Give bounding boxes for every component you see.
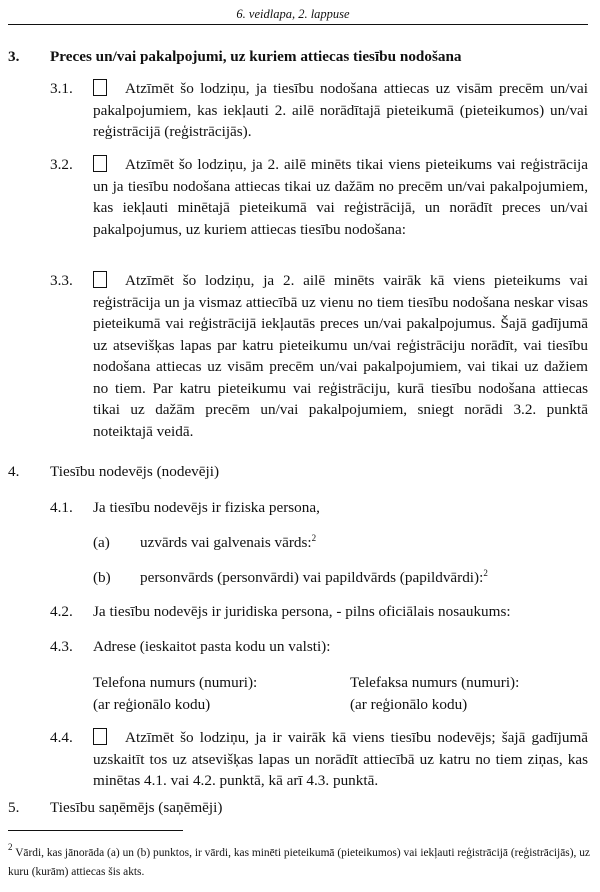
item-3-2-number: 3.2. bbox=[50, 156, 73, 173]
item-4-1-text: Ja tiesību nodevējs ir fiziska persona, bbox=[93, 499, 320, 516]
item-3-1-checkbox[interactable] bbox=[93, 79, 107, 96]
fax-label-line2: (ar reģionālo kodu) bbox=[350, 695, 468, 713]
item-4-1-number: 4.1. bbox=[50, 499, 73, 516]
section-3-title: Preces un/vai pakalpojumi, uz kuriem attiecas tiesību nodošana bbox=[50, 48, 462, 65]
footnote-mark: 2 bbox=[8, 842, 13, 852]
phone-label-line2: (ar reģionālo kodu) bbox=[93, 695, 211, 713]
section-3-number: 3. bbox=[8, 48, 20, 65]
footnote-text: Vārdi, kas jānorāda (a) un (b) punktos, ir vārdi, kas minēti pieteikumā (pieteikumos) vai iekļauti reģistrācijā (reģistrācijās), uz kuru (kurām) attiecas šis akts. bbox=[8, 847, 590, 878]
footnote-ref: 2 bbox=[311, 533, 317, 543]
item-3-3-text: Atzīmēt šo lodziņu, ja 2. ailē minēts vairāk kā viens pieteikums vai reģistrācija un ja vismaz attiecībā uz vienu no tiem tiesību nodošana neskar visas pieteikumā vai reģistrācijā iekļautās preces un/vai pakalpojumus. Šajā gadījumā uz atsevišķas lapas par katru pieteikumu un/vai reģistrāciju norādīt, vai tiesību nodošana attiecas uz visām precēm un/vai pakalpojumiem, vai tikai uz dažiem no tiem. Par katru pieteikumu vai reģistrāciju, kurā tiesību nodošana attiecas tikai uz dažām precēm un/vai pakalpojumiem, sniegt norādi 3.2. punktā noteiktajā veidā. bbox=[93, 272, 588, 440]
item-4-3-text: Adrese (ieskaitot pasta kodu un valsti): bbox=[93, 638, 331, 655]
item-4-3-number: 4.3. bbox=[50, 638, 73, 655]
item-3-1-number: 3.1. bbox=[50, 80, 73, 97]
item-4-2-number: 4.2. bbox=[50, 603, 73, 620]
item-4-1a-number: (a) bbox=[93, 534, 110, 551]
item-4-1a-text: uzvārds vai galvenais vārds: bbox=[140, 534, 312, 551]
section-4-title: Tiesību nodevējs (nodevēji) bbox=[50, 463, 220, 480]
item-3-3 bbox=[93, 270, 588, 442]
fax-label bbox=[350, 672, 519, 715]
item-3-1 bbox=[93, 78, 588, 143]
item-4-1b-text: personvārds (personvārdi) vai papildvārds (papildvārdi): bbox=[140, 569, 484, 586]
item-3-2 bbox=[93, 154, 588, 240]
section-4-number: 4. bbox=[8, 463, 20, 480]
section-5-title: Tiesību saņēmējs (saņēmēji) bbox=[50, 799, 223, 816]
item-4-4-number: 4.4. bbox=[50, 729, 73, 746]
phone-label bbox=[93, 672, 257, 715]
footnote-divider bbox=[8, 830, 183, 831]
item-3-1-text: Atzīmēt šo lodziņu, ja tiesību nodošana attiecas uz visām precēm un/vai pakalpojumiem, kas iekļauti 2. ailē norādītajā pieteikumā (pieteikumos) un/vai reģistrācijā (reģistrācijās). bbox=[93, 80, 588, 140]
fax-label-line1: Telefaksa numurs (numuri): bbox=[350, 674, 520, 691]
item-4-1b bbox=[140, 567, 488, 589]
item-4-2-text: Ja tiesību nodevējs ir juridiska persona, - pilns oficiālais nosaukums: bbox=[93, 603, 511, 620]
item-3-2-text: Atzīmēt šo lodziņu, ja 2. ailē minēts tikai viens pieteikums vai reģistrācija un ja tiesību nodošana attiecas tikai uz dažām no precēm un/vai pakalpojumiem, kas iekļauti minētajā pieteikumā vai reģistrācijā, un norādīt preces un/vai pakalpojumus, uz kuriem attiecas tiesību nodošana: bbox=[93, 156, 588, 238]
section-5-number: 5. bbox=[8, 799, 20, 816]
item-4-4 bbox=[93, 727, 588, 792]
footnote bbox=[8, 844, 590, 882]
footnote-ref: 2 bbox=[483, 568, 488, 578]
item-3-3-checkbox[interactable] bbox=[93, 271, 107, 288]
item-4-1a bbox=[140, 532, 316, 554]
header-divider bbox=[8, 24, 588, 25]
item-4-4-text: Atzīmēt šo lodziņu, ja ir vairāk kā viens tiesību nodevējs; šajā gadījumā uzskaitīt tos uz atsevišķas lapas un norādīt attiecībā uz katru no tiem ziņas, kas minētas 4.1. vai 4.2. punktā, kā arī 4.3. punktā. bbox=[93, 729, 588, 789]
item-4-4-checkbox[interactable] bbox=[93, 728, 107, 745]
page-header: 6. veidlapa, 2. lappuse bbox=[236, 7, 350, 21]
phone-label-line1: Telefona numurs (numuri): bbox=[93, 674, 258, 691]
item-3-3-number: 3.3. bbox=[50, 272, 73, 289]
item-3-2-checkbox[interactable] bbox=[93, 155, 107, 172]
item-4-1b-number: (b) bbox=[93, 569, 111, 586]
